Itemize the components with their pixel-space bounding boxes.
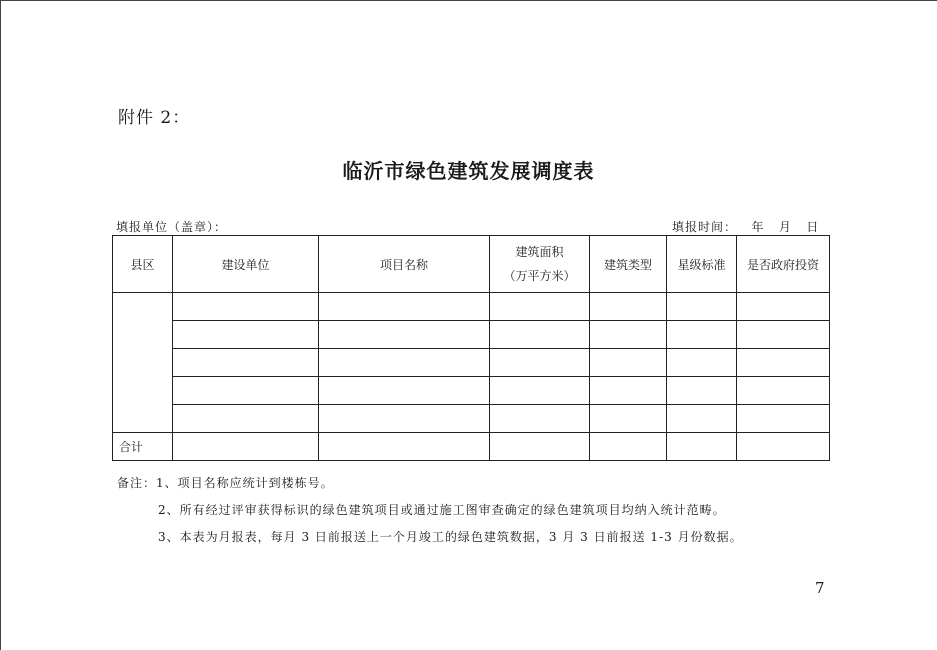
table-cell[interactable] bbox=[319, 433, 490, 461]
header-area-line1: 建筑面积 bbox=[515, 245, 564, 259]
dispatch-table bbox=[112, 235, 830, 461]
table-cell[interactable] bbox=[490, 377, 590, 405]
county-cell[interactable] bbox=[113, 293, 173, 433]
table-cell[interactable] bbox=[490, 293, 590, 321]
table-cell[interactable] bbox=[737, 433, 830, 461]
table-row bbox=[113, 405, 830, 433]
header-gov-investment: 是否政府投资 bbox=[737, 236, 830, 293]
page-border-left bbox=[0, 0, 1, 650]
note-2: 2、所有经过评审获得标识的绿色建筑项目或通过施工图审查确定的绿色建筑项目均纳入统计范畴。 bbox=[158, 503, 726, 517]
header-project: 项目名称 bbox=[319, 236, 490, 293]
table-cell[interactable] bbox=[319, 321, 490, 349]
table-cell[interactable] bbox=[319, 405, 490, 433]
table-cell[interactable] bbox=[737, 405, 830, 433]
table-header-row bbox=[113, 236, 830, 293]
table-cell[interactable] bbox=[319, 349, 490, 377]
table-cell[interactable] bbox=[319, 293, 490, 321]
note-1: 备注：1、项目名称应统计到楼栋号。 bbox=[117, 476, 334, 490]
table-cell[interactable] bbox=[667, 349, 737, 377]
table-cell[interactable] bbox=[737, 321, 830, 349]
table-cell[interactable] bbox=[490, 405, 590, 433]
filling-date-label: 填报时间： 年 月 日 bbox=[672, 220, 820, 234]
table-cell[interactable] bbox=[173, 293, 319, 321]
filling-unit-label: 填报单位（盖章）： bbox=[116, 220, 228, 234]
table-cell[interactable] bbox=[590, 321, 667, 349]
table-cell[interactable] bbox=[667, 293, 737, 321]
total-row bbox=[113, 433, 830, 461]
total-label: 合计 bbox=[113, 433, 173, 461]
header-star: 星级标准 bbox=[667, 236, 737, 293]
table-cell[interactable] bbox=[490, 433, 590, 461]
table-cell[interactable] bbox=[590, 377, 667, 405]
note-3: 3、本表为月报表，每月 3 日前报送上一个月竣工的绿色建筑数据，3 月 3 日前报送 1-3 月份数据。 bbox=[158, 530, 743, 544]
table-cell[interactable] bbox=[590, 293, 667, 321]
table-cell[interactable] bbox=[319, 377, 490, 405]
table-cell[interactable] bbox=[737, 377, 830, 405]
page-border-top bbox=[0, 0, 937, 1]
table-cell[interactable] bbox=[737, 349, 830, 377]
table-row bbox=[113, 321, 830, 349]
table-row bbox=[113, 377, 830, 405]
header-county: 县区 bbox=[113, 236, 173, 293]
document-title: 临沂市绿色建筑发展调度表 bbox=[342, 159, 595, 183]
table-cell[interactable] bbox=[173, 433, 319, 461]
table-row bbox=[113, 349, 830, 377]
table-cell[interactable] bbox=[667, 405, 737, 433]
header-area bbox=[490, 236, 590, 293]
page-number: 7 bbox=[815, 579, 825, 597]
table-cell[interactable] bbox=[590, 433, 667, 461]
table-cell[interactable] bbox=[590, 405, 667, 433]
table-cell[interactable] bbox=[173, 321, 319, 349]
table-cell[interactable] bbox=[590, 349, 667, 377]
annex-label: 附件 2： bbox=[118, 108, 191, 128]
table-cell[interactable] bbox=[173, 349, 319, 377]
header-builder: 建设单位 bbox=[173, 236, 319, 293]
header-area-line2: （万平方米） bbox=[503, 269, 576, 283]
header-type: 建筑类型 bbox=[590, 236, 667, 293]
table-cell[interactable] bbox=[490, 321, 590, 349]
table-cell[interactable] bbox=[737, 293, 830, 321]
table-cell[interactable] bbox=[667, 377, 737, 405]
table-cell[interactable] bbox=[490, 349, 590, 377]
table-cell[interactable] bbox=[173, 377, 319, 405]
table-cell[interactable] bbox=[667, 321, 737, 349]
table-cell[interactable] bbox=[173, 405, 319, 433]
table-row bbox=[113, 293, 830, 321]
table-cell[interactable] bbox=[667, 433, 737, 461]
